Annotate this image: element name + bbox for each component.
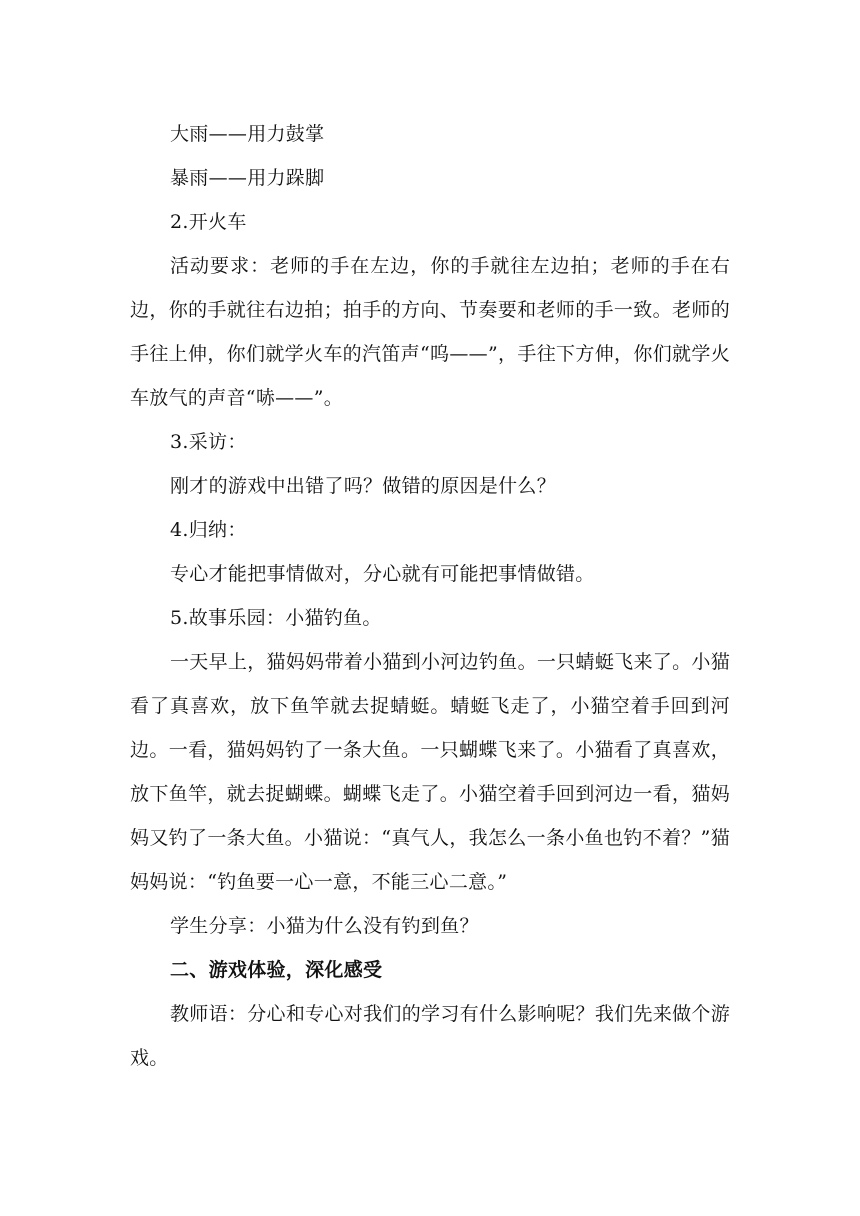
paragraph-heavy-rain: 大雨——用力鼓掌 xyxy=(170,123,325,145)
paragraph-rainstorm: 暴雨——用力跺脚 xyxy=(170,167,325,189)
section-heading-summary: 4.归纳： xyxy=(170,519,247,541)
section-heading-game-experience: 二、游戏体验，深化感受 xyxy=(170,959,383,981)
paragraph-teacher-words: 教师语：分心和专心对我们的学习有什么影响呢？我们先来做个游戏。 xyxy=(130,1003,730,1069)
paragraph-summary: 专心才能把事情做对，分心就有可能把事情做错。 xyxy=(170,563,595,585)
document-body xyxy=(130,112,730,1080)
paragraph-activity-requirements: 活动要求：老师的手在左边，你的手就往左边拍；老师的手在右边，你的手就往右边拍；拍手的方向、节奏要和老师的手一致。老师的手往上伸，你们就学火车的汽笛声“呜——”，手往下方伸，你们就学火车放气的声音“哧——”。 xyxy=(130,255,730,409)
paragraph-story: 一天早上，猫妈妈带着小猫到小河边钓鱼。一只蜻蜓飞来了。小猫看了真喜欢，放下鱼竿就去捉蜻蜓。蜻蜓飞走了，小猫空着手回到河边。一看，猫妈妈钓了一条大鱼。一只蝴蝶飞来了。小猫看了真喜欢，放下鱼竿，就去捉蝴蝶。蝴蝶飞走了。小猫空着手回到河边一看，猫妈妈又钓了一条大鱼。小猫说：“真气人，我怎么一条小鱼也钓不着？”猫妈妈说：“钓鱼要一心一意，不能三心二意。” xyxy=(130,651,730,893)
section-heading-story: 5.故事乐园：小猫钓鱼。 xyxy=(170,607,382,629)
section-heading-interview: 3.采访： xyxy=(170,431,247,453)
paragraph-student-share: 学生分享：小猫为什么没有钓到鱼？ xyxy=(170,915,479,937)
paragraph-interview-question: 刚才的游戏中出错了吗？做错的原因是什么？ xyxy=(170,475,557,497)
section-heading-train: 2.开火车 xyxy=(170,211,247,233)
